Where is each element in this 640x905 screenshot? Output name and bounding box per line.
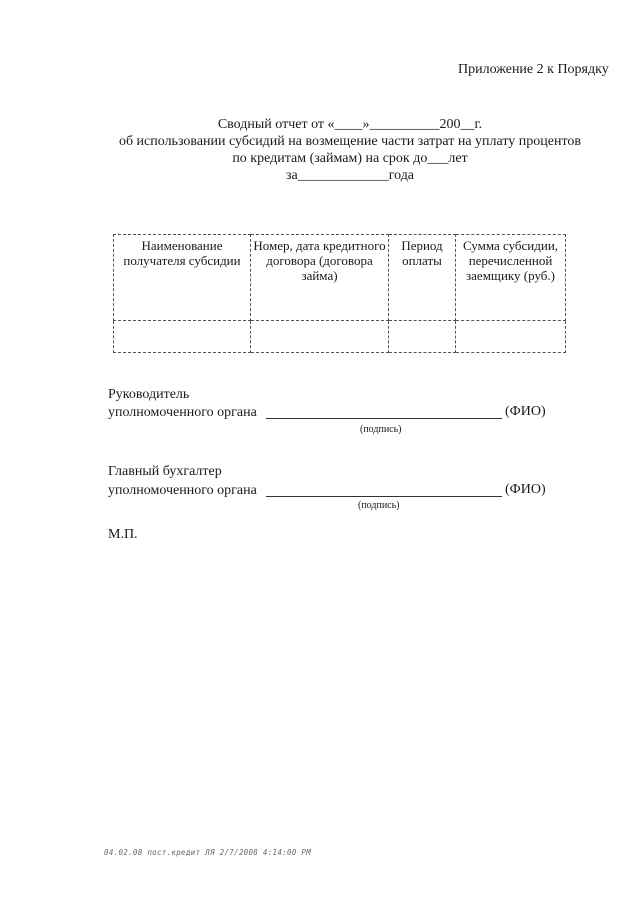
title-line-3: по кредитам (займам) на срок до___лет [232,151,468,166]
table-row [114,321,566,353]
title-line-1: Сводный отчет от «____»__________200__г. [217,117,483,132]
report-table [113,234,566,353]
table-cell [389,321,456,353]
column-header-recipient: Наименование получателя субсидии [114,235,251,321]
stamp-label: М.П. [108,527,138,542]
appendix-label: Приложение 2 к Порядку [458,62,609,77]
table-cell [114,321,251,353]
title-line-2: об использовании субсидий на возмещение части затрат на уплату процентов [118,134,582,149]
title-line-4: за_____________года [285,168,415,183]
accountant-fio-label: (ФИО) [505,482,546,497]
table-cell [251,321,389,353]
head-title-line-2: уполномоченного органа [108,405,257,420]
accountant-title-line-2: уполномоченного органа [108,483,257,498]
accountant-signature-line [266,496,502,497]
head-podpis-label: (подпись) [360,424,402,435]
column-header-contract: Номер, дата кредитного договора (договора займа) [251,235,389,321]
head-title-line-1: Руководитель [108,387,190,402]
accountant-podpis-label: (подпись) [358,500,400,511]
file-footer: 04.02.08 пост.кредит ЛЯ 2/7/2008 4:14:00 PM [104,848,312,857]
head-fio-label: (ФИО) [505,404,546,419]
column-header-amount: Сумма субсидии, перечисленной заемщику (руб.) [456,235,566,321]
column-header-period: Период оплаты [389,235,456,321]
report-title [80,116,620,184]
table-cell [456,321,566,353]
table-header-row [114,235,566,321]
head-signature-line [266,418,502,419]
accountant-title-line-1: Главный бухгалтер [108,464,222,479]
